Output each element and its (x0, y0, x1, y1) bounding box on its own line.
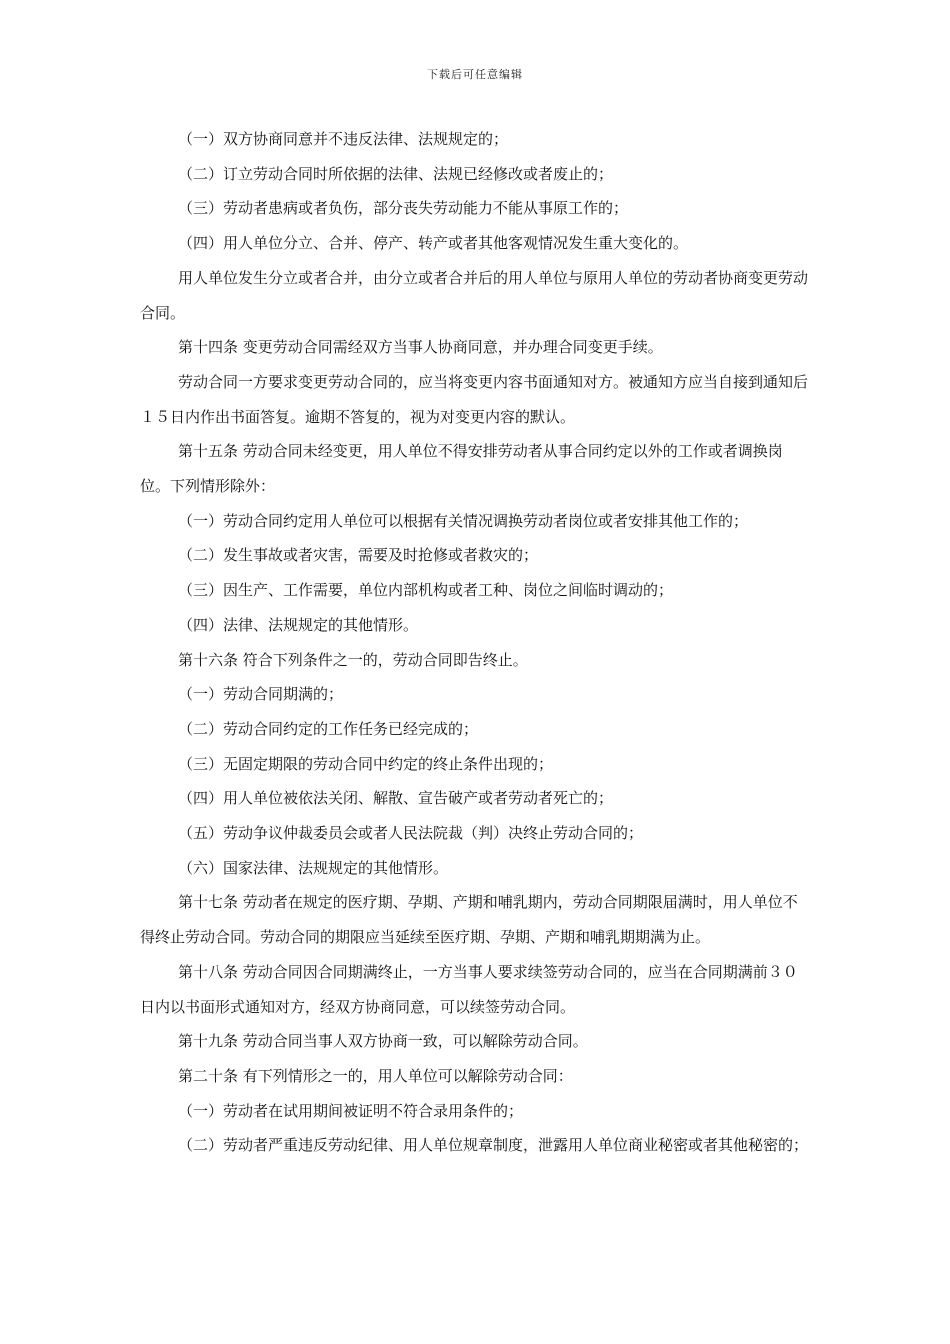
paragraph: （一）劳动合同期满的； (178, 685, 344, 704)
paragraph: （三）因生产、工作需要，单位内部机构或者工种、岗位之间临时调动的； (178, 581, 674, 600)
document-body (140, 122, 812, 1163)
article-paragraph: 第十四条 变更劳动合同需经双方当事人协商同意，并办理合同变更手续。 (178, 338, 663, 357)
paragraph: （三）无固定期限的劳动合同中约定的终止条件出现的； (178, 754, 554, 773)
paragraph: （一）劳动合同约定用人单位可以根据有关情况调换劳动者岗位或者安排其他工作的； (178, 511, 749, 530)
paragraph: （二）订立劳动合同时所依据的法律、法规已经修改或者废止的； (178, 164, 614, 183)
paragraph: （二）劳动合同约定的工作任务已经完成的； (178, 719, 479, 738)
paragraph: （五）劳动争议仲裁委员会或者人民法院裁（判）决终止劳动合同的； (178, 824, 644, 843)
paragraph: （二）劳动者严重违反劳动纪律、用人单位规章制度，泄露用人单位商业秘密或者其他秘密的； (178, 1136, 809, 1155)
article-paragraph: 第二十条 有下列情形之一的，用人单位可以解除劳动合同： (178, 1066, 573, 1085)
paragraph: （六）国家法律、法规规定的其他情形。 (178, 858, 449, 877)
article-paragraph: 第十九条 劳动合同当事人双方协商一致，可以解除劳动合同。 (178, 1032, 588, 1051)
article-paragraph: 第十八条 劳动合同因合同期满终止，一方当事人要求续签劳动合同的，应当在合同期满前３０日内以书面形式通知对方，经双方协商同意，可以续签劳动合同。 (140, 962, 798, 1016)
paragraph: 用人单位发生分立或者合并，由分立或者合并后的用人单位与原用人单位的劳动者协商变更劳动合同。 (140, 268, 809, 322)
paragraph: （一）劳动者在试用期间被证明不符合录用条件的； (178, 1101, 524, 1120)
article-paragraph: 第十五条 劳动合同未经变更，用人单位不得安排劳动者从事合同约定以外的工作或者调换岗位。下列情形除外： (140, 442, 783, 496)
article-paragraph: 第十六条 符合下列条件之一的，劳动合同即告终止。 (178, 650, 528, 669)
paragraph: （二）发生事故或者灾害，需要及时抢修或者救灾的； (178, 546, 539, 565)
paragraph: 劳动合同一方要求变更劳动合同的，应当将变更内容书面通知对方。被通知方应当自接到通知后１５日内作出书面答复。逾期不答复的，视为对变更内容的默认。 (140, 372, 809, 426)
paragraph: （四）用人单位分立、合并、停产、转产或者其他客观情况发生重大变化的。 (178, 234, 689, 253)
page-header: 下载后可任意编辑 (427, 68, 523, 81)
article-paragraph: 第十七条 劳动者在规定的医疗期、孕期、产期和哺乳期内，劳动合同期限届满时，用人单位不得终止劳动合同。劳动合同的期限应当延续至医疗期、孕期、产期和哺乳期期满为止。 (140, 893, 798, 947)
paragraph: （四）用人单位被依法关闭、解散、宣告破产或者劳动者死亡的； (178, 789, 614, 808)
paragraph: （四）法律、法规规定的其他情形。 (178, 615, 419, 634)
paragraph: （一）双方协商同意并不违反法律、法规规定的； (178, 130, 509, 148)
paragraph: （三）劳动者患病或者负伤，部分丧失劳动能力不能从事原工作的； (178, 199, 629, 218)
